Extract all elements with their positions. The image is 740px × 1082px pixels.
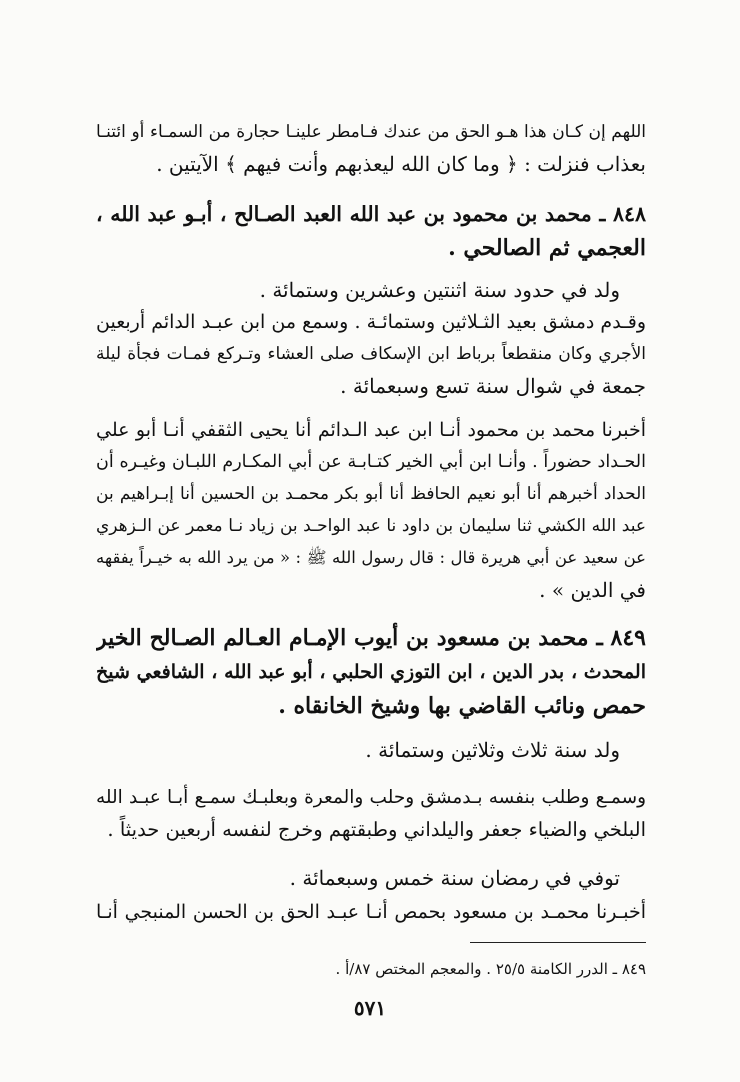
text-line-19: وسمـع وطلب بنفسه بـدمشق وحلب والمعرة وبعلبـك سمـع أبـا عبـد الله bbox=[96, 787, 646, 808]
text-line-12: عبد الله الكشي ثنا سليمان بن داود نا عبد الواحـد بن زياد نـا معمر عن الـزهري bbox=[96, 516, 646, 536]
entry-848-heading: ٨٤٨ ـ محمد بن محمود بن عبد الله العبد الصـالح ، أبـو عبد الله ، bbox=[96, 202, 646, 226]
text-line-10: الحـداد حضوراً . وأنـا ابن أبي الخير كتـابـة عن أبي المكـارم اللبـان وغيـره أن bbox=[96, 452, 646, 472]
text-line-13: عن سعيد عن أبي هريرة قال : قال رسول الله ﷺ : « من يرد الله به خيـراً يفقهه bbox=[96, 548, 646, 567]
text-line-7: الأجري وكان منقطعاً برباط ابن الإسكاف صلى العشاء وتـركع فمـات فجأة ليلة bbox=[96, 344, 646, 364]
text-line-death-849: توفي في رمضان سنة خمس وسبعمائة . bbox=[289, 866, 620, 890]
text-line-2: بعذاب فنزلت : ﴿ وما كان الله ليعذبهم وأنت فيهم ﴾ الآيتين . bbox=[156, 152, 646, 176]
text-line-birth-848: ولد في حدود سنة اثنتين وعشرين وستمائة . bbox=[259, 278, 620, 302]
entry-848-heading-cont: العجمي ثم الصالحي . bbox=[448, 235, 646, 261]
text-line-22: أخبـرنا محمـد بن مسعود بحمص أنـا عبـد الحق بن الحسن المنبجي أنـا bbox=[96, 901, 646, 923]
text-line-9: أخبرنا محمد بن محمود أنـا ابن عبد الـدائم أنا يحيى الثقفي أنـا أبو علي bbox=[96, 419, 646, 441]
text-line-11: الحداد أخبرهم أنا أبو نعيم الحافظ أنا أبو بكر محمـد بن الحسين أنا إبـراهيم بن bbox=[96, 484, 646, 504]
text-line-6: وقـدم دمشق بعيد الثـلاثين وستمائـة . وسمع من ابن عبـد الدائم أربعين bbox=[96, 311, 646, 333]
text-line-birth-849: ولد سنة ثلاث وثلاثين وستمائة . bbox=[365, 738, 620, 762]
page-number: ٥٧١ bbox=[353, 996, 387, 1020]
footnote: ٨٤٩ ـ الدرر الكامنة ٢٥/٥ . والمعجم المختص ٨٧/أ . bbox=[335, 960, 646, 978]
entry-849-heading-cont-1: المحدث ، بدر الدين ، ابن التوزي الحلبي ، أبو عبد الله ، الشافعي شيخ bbox=[96, 661, 646, 683]
footnote-divider bbox=[470, 942, 646, 943]
text-line-8: جمعة في شوال سنة تسع وسبعمائة . bbox=[340, 374, 646, 398]
entry-849-heading: ٨٤٩ ـ محمد بن مسعود بن أيوب الإمـام العـالم الصـالح الخير bbox=[96, 625, 646, 651]
text-line-1: اللهم إن كـان هذا هـو الحق من عندك فـامطر علينـا حجارة من السمـاء أو ائتنـا bbox=[96, 122, 646, 142]
text-line-20: البلخي والضياء جعفر واليلداني وطبقتهم وخرج لنفسه أربعين حديثاً . bbox=[107, 818, 646, 841]
entry-849-heading-cont-2: حمص ونائب القاضي بها وشيخ الخانقاه . bbox=[278, 693, 646, 719]
text-line-14: في الدين » . bbox=[539, 578, 646, 602]
